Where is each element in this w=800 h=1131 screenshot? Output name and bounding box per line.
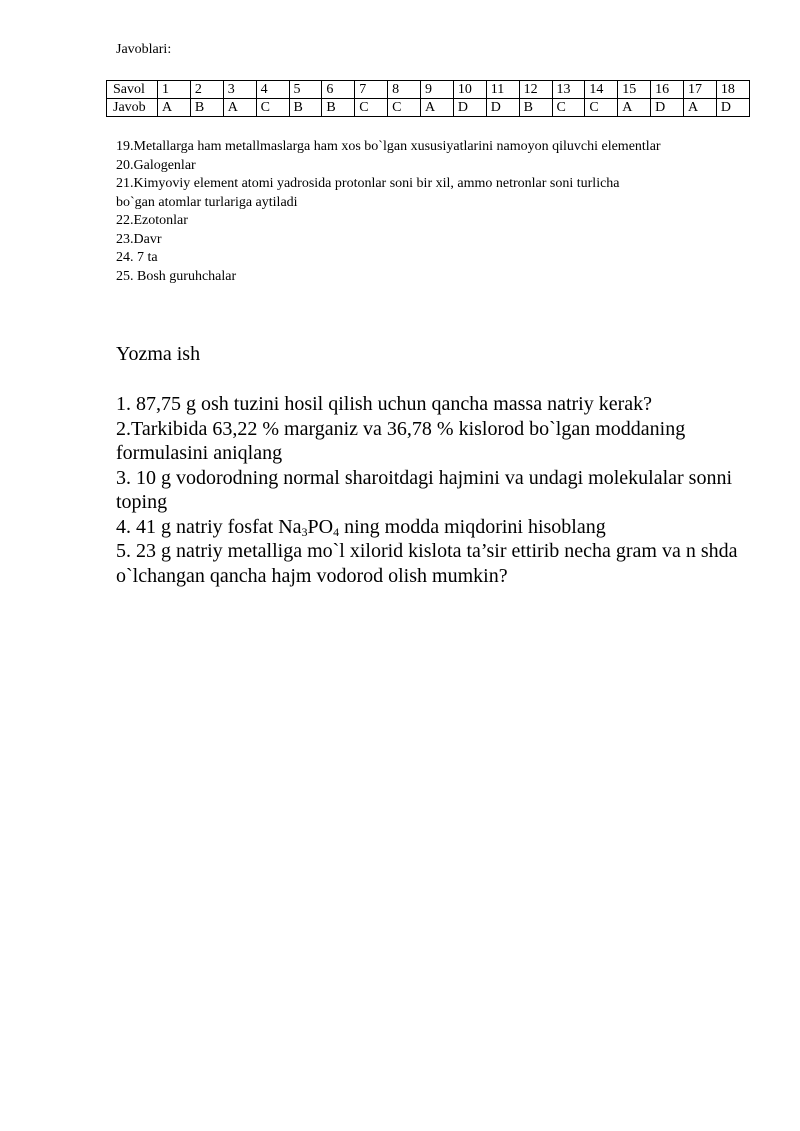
answer-letter-cell: B [322,99,355,117]
task-4 [116,515,756,540]
question-number-cell: 8 [388,81,421,99]
question-number-cell: 7 [355,81,388,99]
answer-20: 20.Galogenlar [116,157,196,173]
table-row-answers [107,99,750,117]
answer-letter-cell: C [388,99,421,117]
answer-letter-cell: C [552,99,585,117]
question-number-cell: 15 [618,81,651,99]
task-4-prefix: 4. 41 g natriy fosfat Na [116,515,302,538]
answer-letter-cell: B [289,99,322,117]
task-4-mid: PO [307,515,334,538]
answer-letter-cell: D [716,99,749,117]
question-number-cell: 9 [421,81,454,99]
question-number-cell: 1 [158,81,191,99]
question-number-cell: 14 [585,81,618,99]
answer-23: 23.Davr [116,231,162,247]
answer-letter-cell: A [223,99,256,117]
question-number-cell: 6 [322,81,355,99]
section-title: Yozma ish [116,343,201,365]
answers-list [116,138,756,286]
answer-21-line-1: 21.Kimyoviy element atomi yadrosida protonlar soni bir xil, ammo netronlar soni turlicha [116,176,620,191]
tasks-list [116,392,756,588]
answer-letter-cell: B [190,99,223,117]
task-4-subscript-1: 3 [301,524,308,539]
task-4-subscript-2: 4 [333,524,340,539]
question-number-cell: 18 [716,81,749,99]
question-number-cell: 4 [256,81,289,99]
task-2: 2.Tarkibida 63,22 % marganiz va 36,78 % kislorod bo`lgan moddaning formulasini aniqlang [116,417,686,464]
question-number-cell: 10 [453,81,486,99]
answer-key-table [106,80,750,117]
question-number-cell: 3 [223,81,256,99]
answer-letter-cell: D [651,99,684,117]
question-number-cell: 17 [684,81,717,99]
answers-heading: Javoblari: [116,42,172,57]
question-number-cell: 12 [519,81,552,99]
question-number-cell: 16 [651,81,684,99]
answer-25: 25. Bosh guruhchalar [116,268,237,284]
answer-21-line-2: bo`gan atomlar turlariga aytiladi [116,194,298,210]
answer-letter-cell: C [355,99,388,117]
answer-letter-cell: A [684,99,717,117]
table-row-questions [107,81,750,99]
answer-letter-cell: D [453,99,486,117]
answer-24: 24. 7 ta [116,250,158,265]
task-4-suffix: ning modda miqdorini hisoblang [339,515,606,538]
answer-letter-cell: A [158,99,191,117]
question-number-cell: 13 [552,81,585,99]
question-number-cell: 2 [190,81,223,99]
answer-letter-cell: B [519,99,552,117]
task-5: 5. 23 g natriy metalliga mo`l xilorid kislota ta’sir ettirib necha gram va n shda o`lchangan qancha hajm vodorod olish mumkin? [116,540,738,587]
answer-letter-cell: A [421,99,454,117]
row-label-javob: Javob [107,99,158,117]
task-3: 3. 10 g vodorodning normal sharoitdagi hajmini va undagi molekulalar sonni toping [116,466,733,513]
answer-letter-cell: A [618,99,651,117]
task-1: 1. 87,75 g osh tuzini hosil qilish uchun qancha massa natriy kerak? [116,393,653,415]
answer-22: 22.Ezotonlar [116,213,188,228]
question-number-cell: 5 [289,81,322,99]
answer-letter-cell: D [486,99,519,117]
answer-letter-cell: C [585,99,618,117]
answer-19: 19.Metallarga ham metallmaslarga ham xos bo`lgan xususiyatlarini namoyon qiluvchi elementlar [116,139,661,154]
answer-letter-cell: C [256,99,289,117]
question-number-cell: 11 [486,81,519,99]
row-label-savol: Savol [107,81,158,99]
